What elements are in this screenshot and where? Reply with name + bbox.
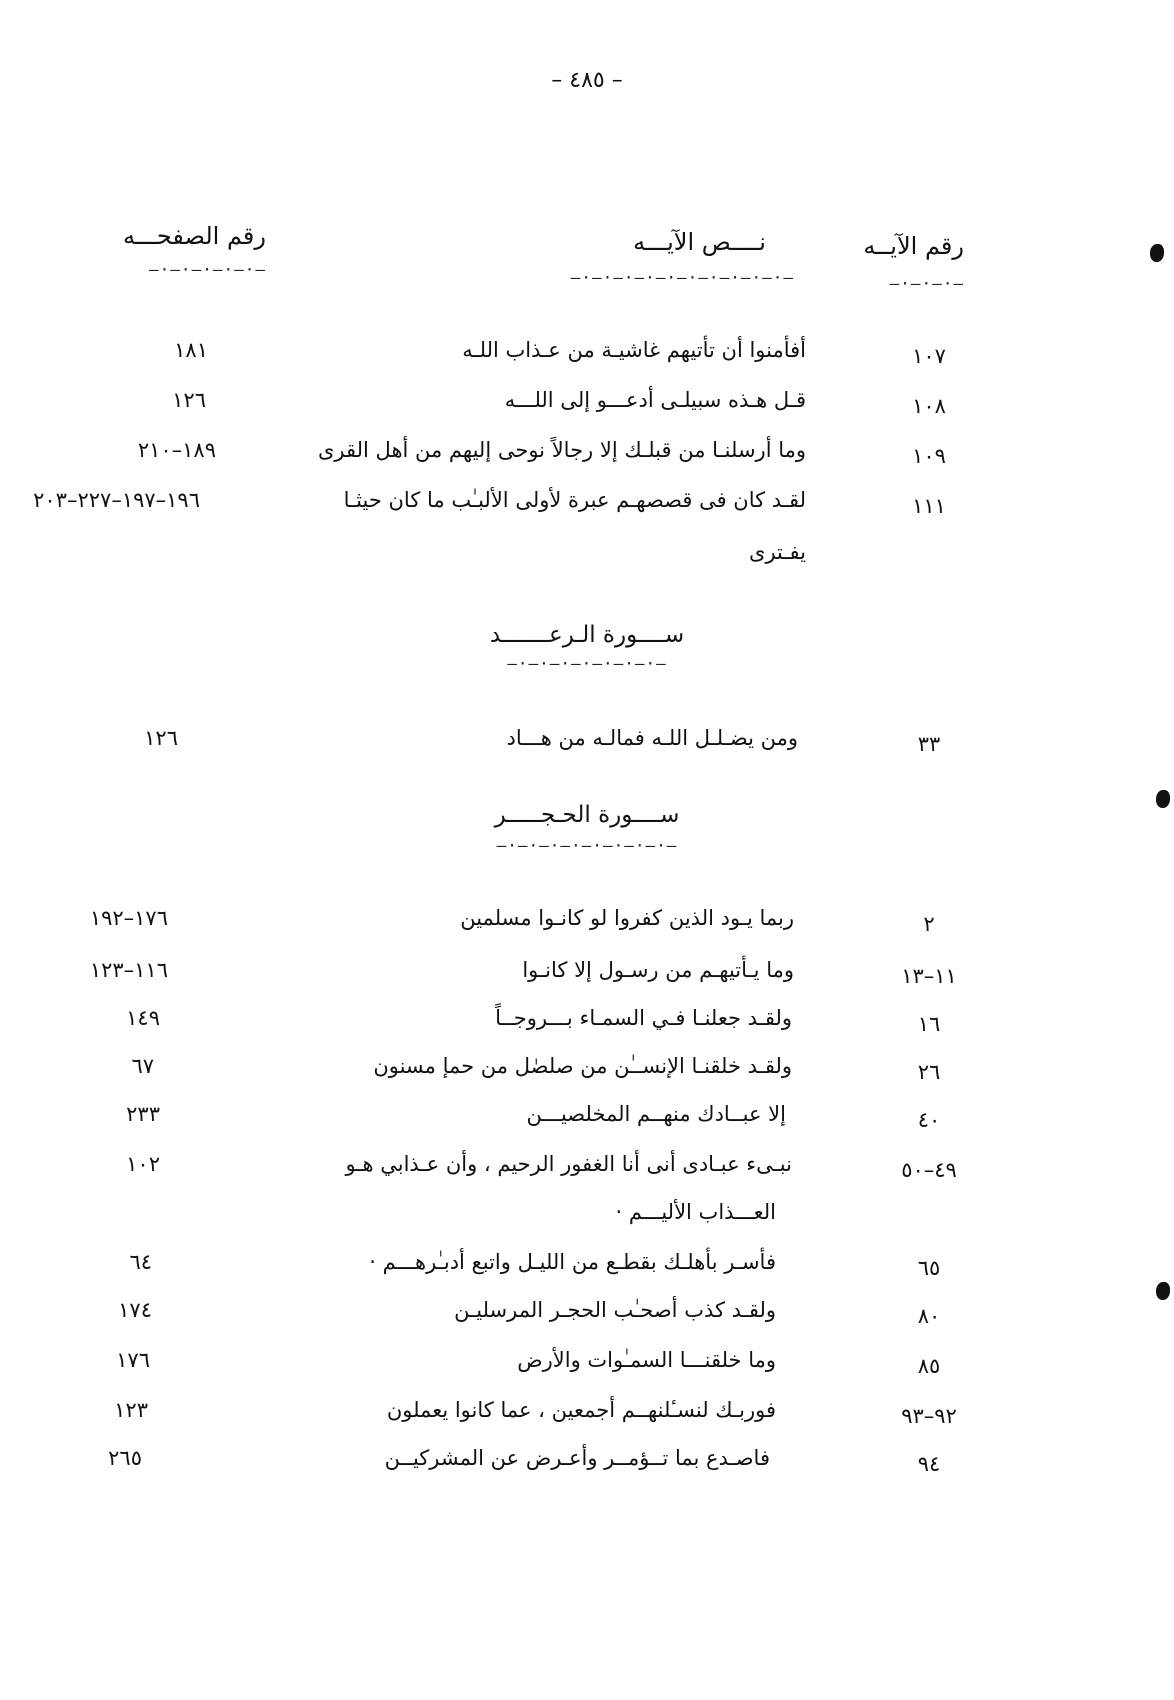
table-row	[0, 1054, 1174, 1094]
verse-number: ١٦	[917, 1012, 941, 1036]
punch-hole-mark	[1156, 790, 1170, 808]
page-reference: ١٢٦	[144, 726, 178, 750]
verse-text: وما خلقنـــا السمـٰوات والأرض	[517, 1348, 776, 1372]
table-row	[0, 726, 1174, 766]
page-reference: ٢٣٣	[126, 1102, 160, 1126]
table-row	[0, 338, 1174, 378]
table-row	[0, 1446, 1174, 1486]
verse-number: ٢٦	[917, 1060, 941, 1084]
verse-text: وما يـأتيهـم من رسـول إلا كانـوا	[522, 958, 794, 982]
verse-text: لقـد كان فى قصصهـم عبرة لأولى الألبـٰب ما كان حيثـا	[343, 488, 806, 512]
page-reference: ٦٧	[131, 1054, 154, 1078]
page-reference: ١٩٦–١٩٧–٢٢٧–٢٠٣	[33, 488, 200, 512]
verse-number: ٤٠	[917, 1108, 941, 1132]
page-reference: ١٢٣	[114, 1398, 148, 1422]
verse-text: وما أرسلنـا من قبلـك إلا رجالاً نوحى إليهم من أهل القرى	[317, 438, 806, 462]
page-reference: ١٨٩–٢١٠	[137, 438, 216, 462]
verse-text: فوربـك لنسـٔلنهــم أجمعين ، عما كانوا يعملون	[386, 1398, 776, 1422]
verse-text: ومن يضـلـل اللـه فمالـه من هـــاد	[506, 726, 798, 750]
table-row	[0, 488, 1174, 528]
header-verse-divider: —·—·—·—·—·—·—·—·—·—·—	[570, 268, 794, 287]
verse-number: ٣٣	[917, 732, 941, 756]
verse-text-continued: يفـترى	[749, 540, 806, 564]
verse-number: ١٠٧	[912, 344, 946, 368]
punch-hole-mark	[1150, 244, 1164, 262]
page-reference: ١٧٦	[116, 1348, 150, 1372]
table-row	[0, 1298, 1174, 1338]
verse-number: ١١١	[912, 494, 946, 518]
header-num-divider: —·—·—·—	[889, 274, 964, 293]
verse-text: نبـىء عبـادى أنى أنا الغفور الرحيم ، وأن عـذابي هـو	[345, 1152, 792, 1176]
surah-heading	[0, 802, 1174, 855]
header-page-divider: —·—·—·—·—·—	[149, 260, 266, 279]
table-row	[0, 906, 1174, 946]
table-row	[0, 388, 1174, 428]
surah-title: ســــورة الحـجـــــر	[494, 802, 680, 828]
table-row	[0, 438, 1174, 478]
page-reference: ٦٤	[129, 1250, 152, 1274]
page-reference: ١٧٦–١٩٢	[89, 906, 168, 930]
table-row	[0, 540, 1174, 580]
verse-text-continued: العـــذاب الأليـــم ·	[615, 1200, 776, 1224]
surah-title: ســــورة الـرعـــــــد	[489, 622, 685, 648]
verse-text: ربما يـود الذين كفروا لو كانـوا مسلمين	[460, 906, 794, 930]
table-row	[0, 958, 1174, 998]
punch-hole-mark	[1156, 1282, 1170, 1300]
page-reference: ٢٦٥	[108, 1446, 142, 1470]
table-row	[0, 1200, 1174, 1240]
table-row	[0, 1348, 1174, 1388]
page-reference: ١٤٩	[126, 1006, 160, 1030]
surah-divider: —·—·—·—·—·—·—·—	[507, 654, 667, 673]
verse-number: ١١–١٣	[901, 964, 957, 988]
header-verse-number: رقم الآيــه	[863, 232, 964, 260]
verse-text: أفأمنوا أن تأتيهم غاشيـة من عـذاب اللـه	[462, 338, 806, 362]
table-row	[0, 1102, 1174, 1142]
table-row	[0, 1250, 1174, 1290]
verse-number: ٨٠	[917, 1304, 941, 1328]
verse-number: ٩٤	[917, 1452, 941, 1476]
verse-number: ١٠٨	[912, 394, 946, 418]
page-reference: ١٢٦	[172, 388, 206, 412]
table-row	[0, 1006, 1174, 1046]
page-reference: ١٠٢	[126, 1152, 160, 1176]
verse-text: فاصـدع بما تــؤمــر وأعـرض عن المشركيــن	[384, 1446, 770, 1470]
surah-heading	[0, 622, 1174, 673]
verse-text: قـل هـذه سبيلـى أدعـــو إلى اللـــه	[504, 388, 806, 412]
verse-number: ٨٥	[917, 1354, 941, 1378]
page-reference: ١٨١	[174, 338, 208, 362]
verse-text: إلا عبــادك منهــم المخلصيـــن	[526, 1102, 786, 1126]
verse-number: ٤٩–٥٠	[901, 1158, 957, 1182]
verse-text: ولقـد كذب أصحـٰب الحجـر المرسليـن	[454, 1298, 776, 1322]
page-number: – ٤٨٥ –	[551, 68, 623, 93]
table-row	[0, 1398, 1174, 1438]
header-verse-text: نــــص الآيـــه	[633, 228, 766, 256]
verse-number: ٢	[923, 912, 935, 936]
verse-number: ٦٥	[917, 1256, 941, 1280]
table-row	[0, 1152, 1174, 1192]
surah-divider: —·—·—·—·—·—·—·—·—	[496, 836, 678, 855]
page-reference: ١٧٤	[118, 1298, 152, 1322]
header-page-number: رقم الصفحـــه	[122, 222, 266, 250]
verse-text: ولقـد خلقنـا الإنســٰن من صلصٰل من حمإ مسنون	[373, 1054, 792, 1078]
page-reference: ١١٦–١٢٣	[89, 958, 168, 982]
verse-text: فأسـر بأهلـك بقطـع من الليـل واتبع أدبـٰرهـــم ·	[369, 1250, 776, 1274]
verse-text: ولقـد جعلنـا فـي السمـاء بـــروجــاً	[495, 1006, 792, 1030]
verse-number: ١٠٩	[912, 444, 946, 468]
verse-number: ٩٢–٩٣	[901, 1404, 957, 1428]
